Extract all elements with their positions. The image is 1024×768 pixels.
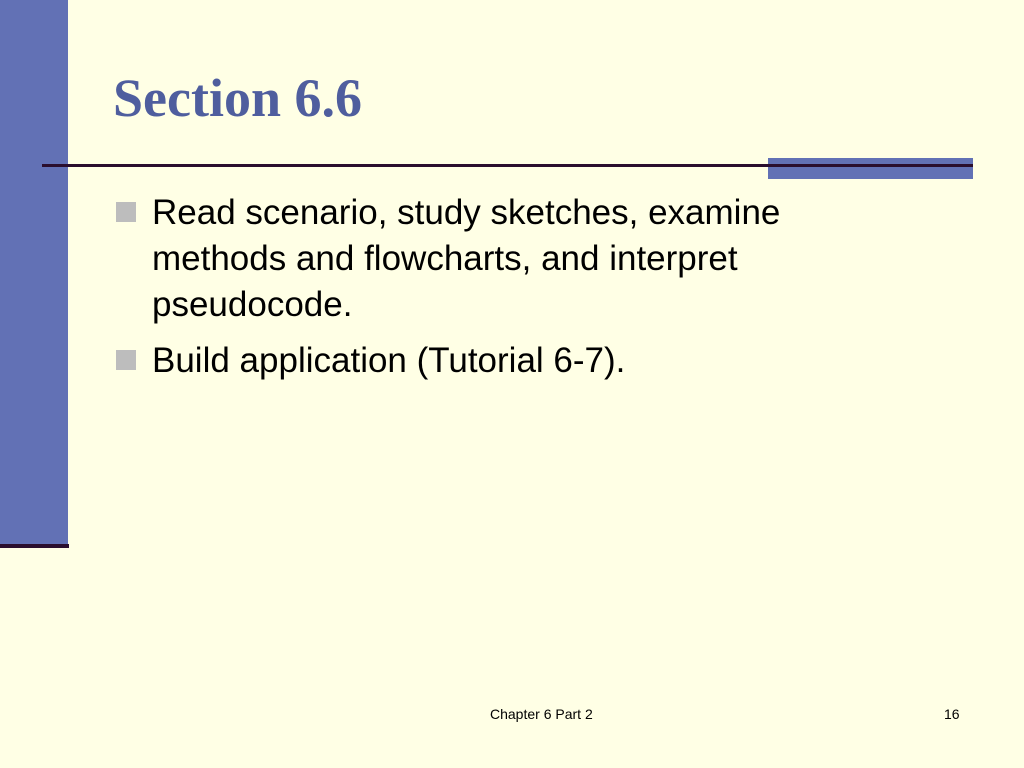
bullet-list: [116, 190, 916, 394]
title-divider-accent: [768, 158, 973, 179]
title-divider-accent-line: [768, 164, 973, 167]
slide-title: Section 6.6: [113, 68, 362, 128]
footer-page-number: 16: [944, 706, 960, 722]
square-bullet-icon: [116, 202, 136, 222]
bullet-text: Read scenario, study sketches, examine methods and flowcharts, and interpret pseudocode.: [152, 193, 781, 324]
bullet-item: [116, 338, 916, 384]
square-bullet-icon: [116, 350, 136, 370]
bullet-text: Build application (Tutorial 6-7).: [152, 341, 626, 380]
footer-chapter-label: Chapter 6 Part 2: [490, 706, 593, 722]
left-accent-bar-underline: [0, 544, 69, 548]
left-accent-bar: [0, 0, 68, 545]
bullet-item: [116, 190, 916, 328]
